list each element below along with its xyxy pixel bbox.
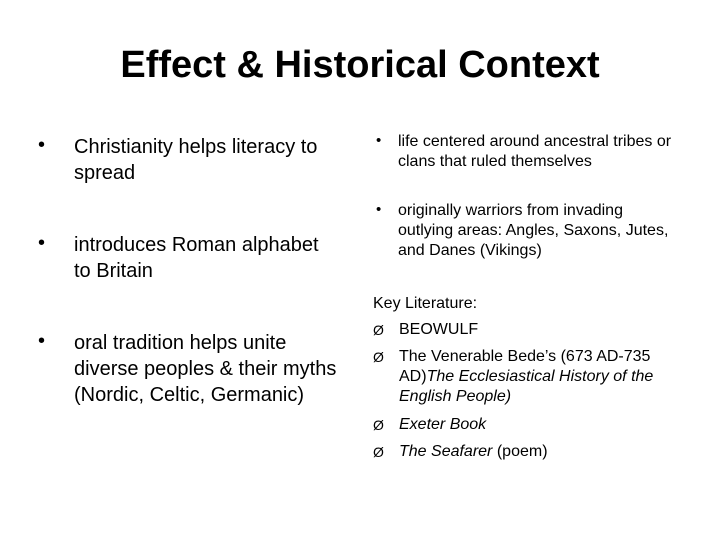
arrow-bullet-icon: Ø — [373, 444, 384, 460]
bullet-text: Christianity helps literacy to spread — [74, 136, 318, 184]
arrow-bullet-icon: Ø — [373, 417, 384, 433]
bullet-text: life centered around ancestral tribes or clans that ruled themselves — [398, 133, 672, 170]
left-bullet-2 — [36, 232, 336, 284]
arrow-bullet-icon: Ø — [373, 349, 384, 365]
bullet-icon: • — [376, 201, 382, 218]
key-literature-item — [373, 415, 693, 435]
bullet-icon: • — [38, 232, 46, 254]
bullet-icon: • — [38, 330, 46, 352]
key-literature-item — [373, 320, 693, 340]
key-literature-text: The Seafarer (poem) — [399, 443, 548, 460]
key-literature-heading: Key Literature: — [373, 295, 478, 312]
left-bullet-3 — [36, 330, 338, 408]
key-literature-text: BEOWULF — [399, 321, 479, 338]
right-bullet-2 — [376, 201, 676, 261]
right-bullet-1 — [376, 132, 676, 172]
bullet-icon: • — [376, 132, 382, 149]
bullet-text: oral tradition helps unite diverse peoples & their myths (Nordic, Celtic, Germanic) — [74, 332, 337, 406]
key-literature-item — [373, 347, 691, 407]
slide-title: Effect & Historical Context — [120, 44, 600, 86]
arrow-bullet-icon: Ø — [373, 322, 384, 338]
key-literature-item — [373, 442, 693, 462]
bullet-icon: • — [38, 134, 46, 156]
key-literature-text: Exeter Book — [399, 416, 487, 433]
bullet-text: introduces Roman alphabet to Britain — [74, 234, 319, 282]
left-bullet-1 — [36, 134, 346, 186]
key-literature-text: The Venerable Bede’s (673 AD-735 AD)The Ecclesiastical History of the English People) — [399, 348, 654, 405]
bullet-text: originally warriors from invading outlying areas: Angles, Saxons, Jutes, and Danes (Vikings) — [398, 202, 669, 259]
